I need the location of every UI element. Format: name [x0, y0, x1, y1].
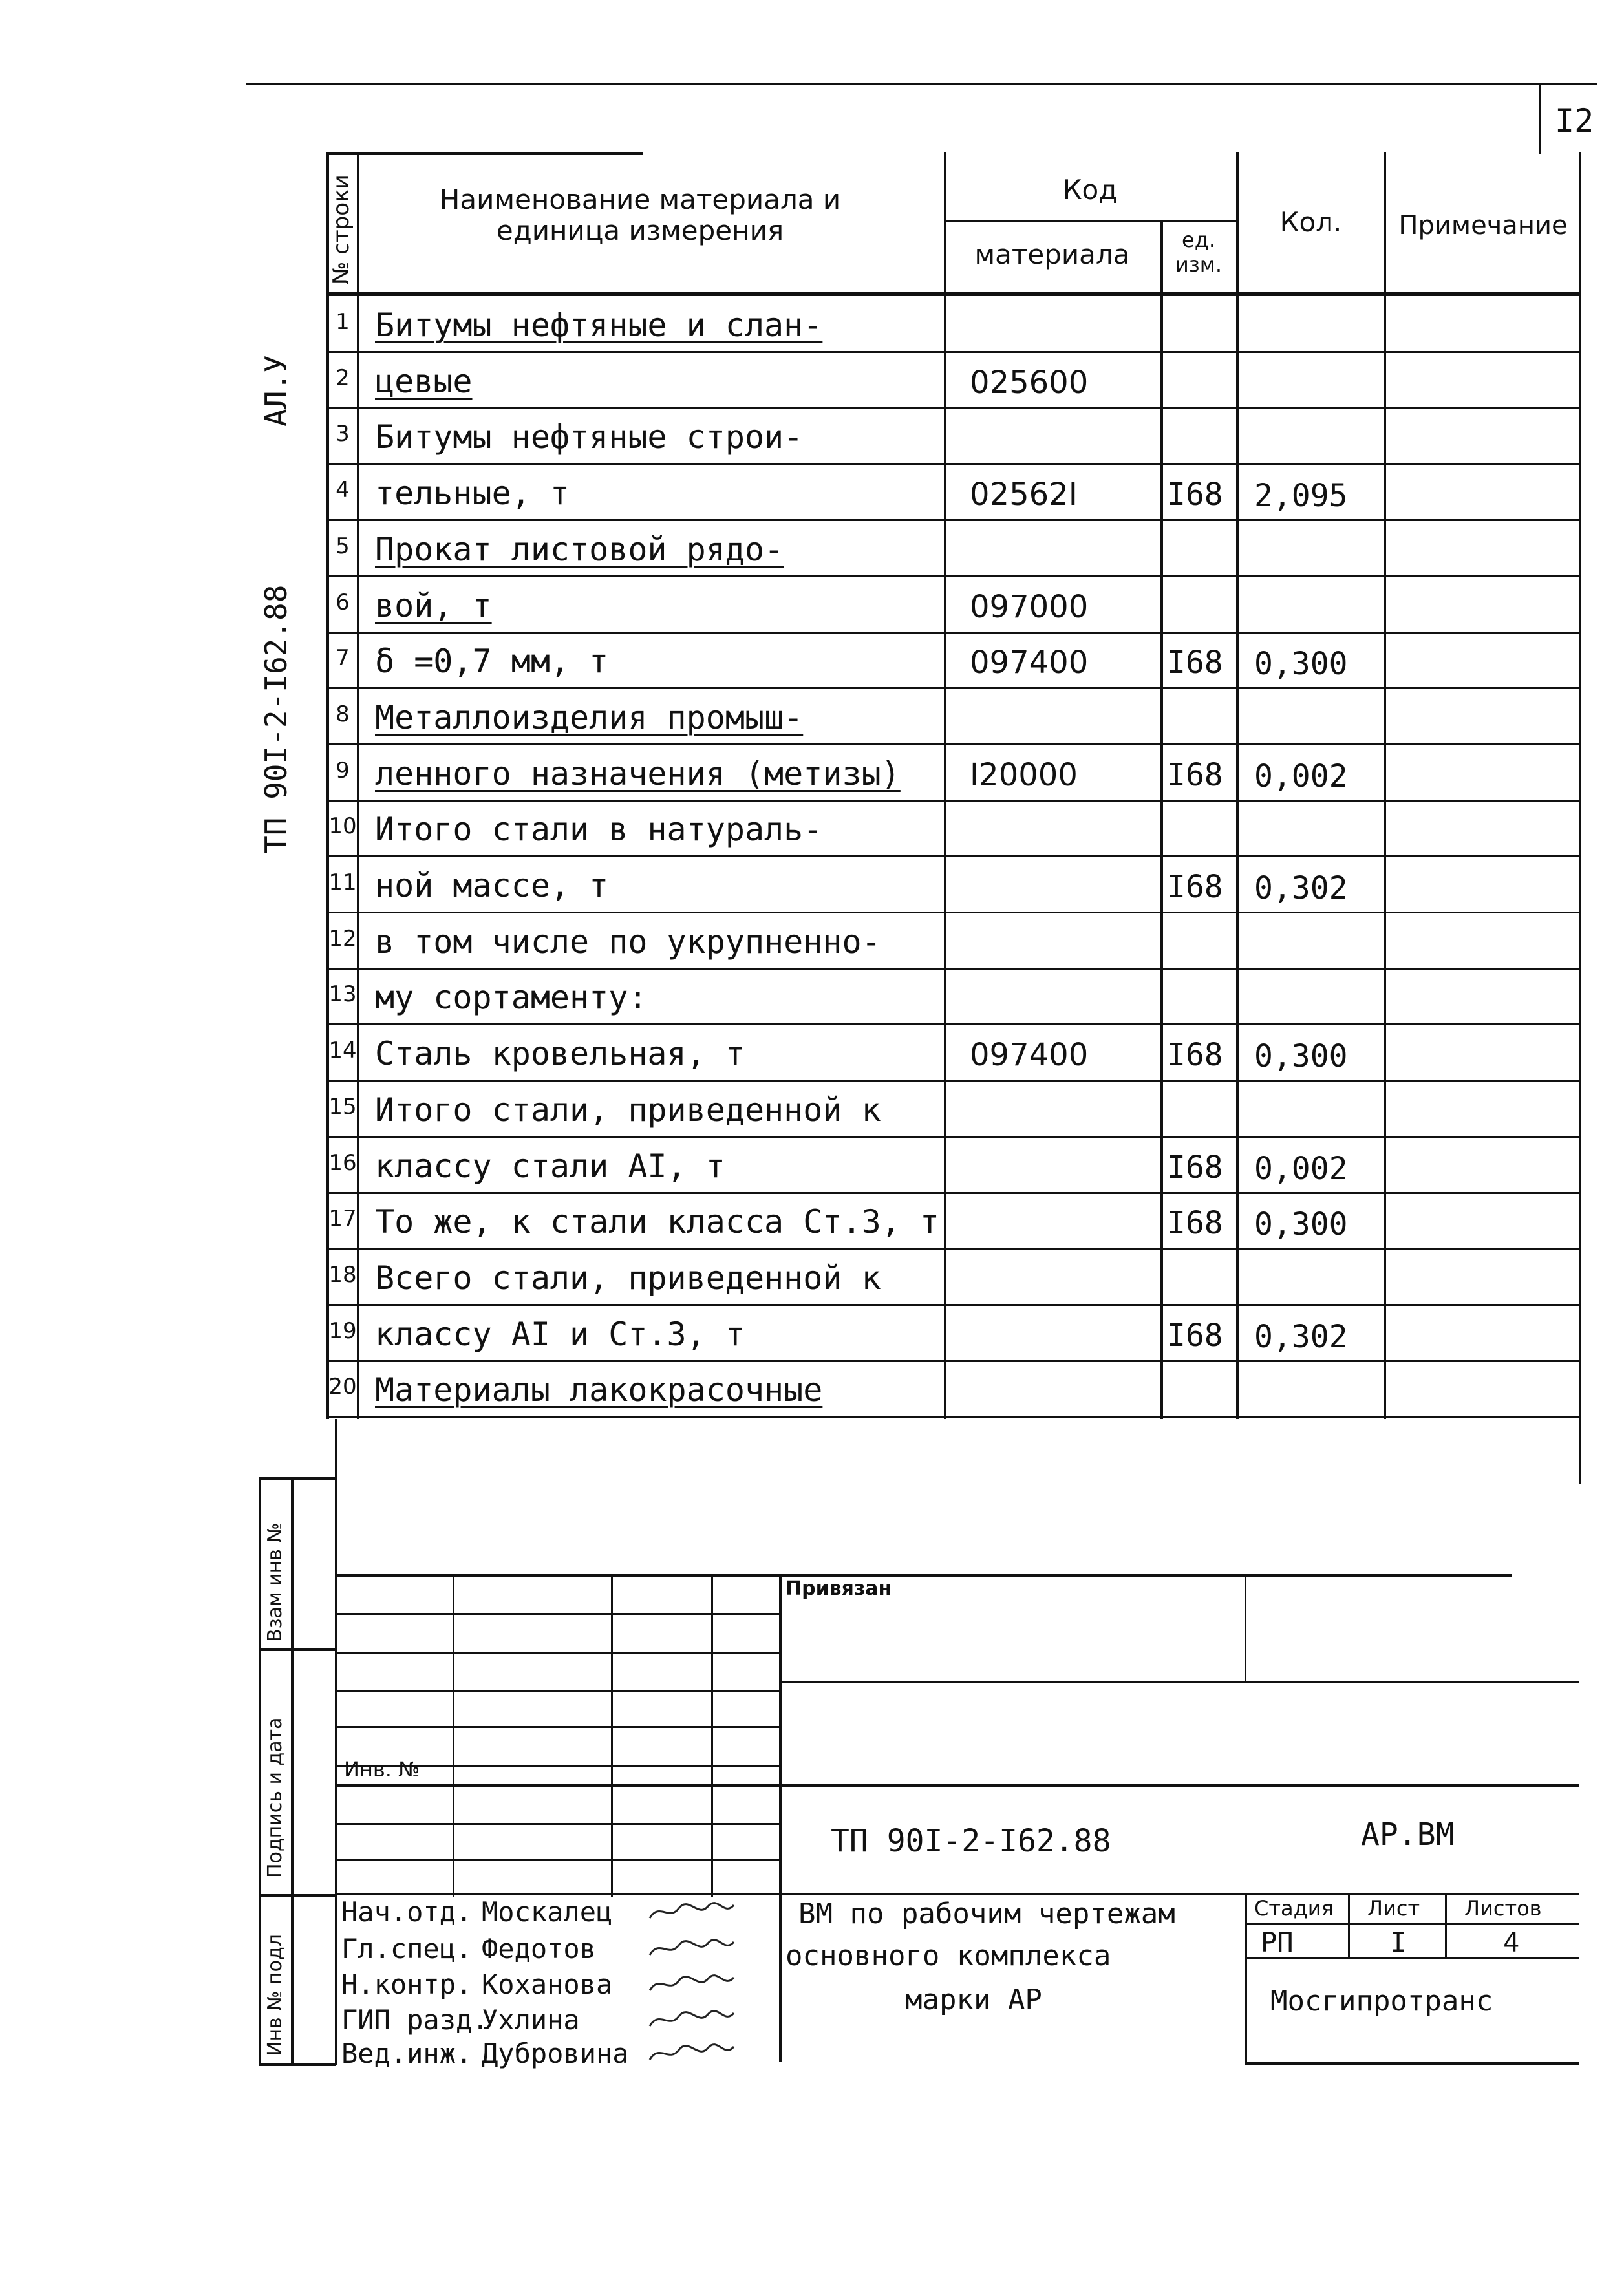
signer-name: Ухлина	[482, 2004, 580, 2036]
code-header: Код	[1062, 174, 1118, 206]
row-material-code: I20000	[970, 757, 1078, 793]
tb-line	[335, 1893, 1579, 1895]
code-header-split	[944, 220, 1238, 222]
tb-line	[779, 1574, 782, 2062]
signer-name: Москалец	[482, 1896, 613, 1928]
row-name: в том числе по укрупненно-	[375, 923, 881, 961]
tb-line	[1245, 2062, 1579, 2065]
sheets-value: 4	[1503, 1926, 1520, 1958]
description-line-1: ВМ по рабочим чертежам	[798, 1897, 1175, 1930]
sheets-label: Листов	[1464, 1896, 1542, 1921]
table-header-top	[326, 152, 643, 155]
tb-line	[335, 1652, 781, 1654]
row-name: классу AI и Ст.3, т	[375, 1316, 745, 1353]
signer-role: Н.контр.	[341, 1968, 473, 2000]
row-unit-code: I68	[1167, 1149, 1223, 1186]
stamp-vzam-label: Взам инв №	[264, 1522, 286, 1642]
row-quantity: 0,002	[1254, 758, 1348, 794]
row-name: ной массе, т	[375, 867, 609, 904]
row-number: 9	[336, 758, 350, 784]
row-unit-code: I68	[1167, 645, 1223, 681]
row-number: 3	[336, 421, 350, 447]
tb-line	[335, 1726, 781, 1728]
row-unit-code: I68	[1167, 869, 1223, 905]
stamp-line	[259, 1894, 336, 1897]
row-quantity: 0,302	[1254, 870, 1348, 906]
note-header: Примечание	[1398, 211, 1568, 240]
signer-role: ГИП разд.	[341, 2004, 489, 2036]
row-name: Прокат листовой рядо-	[375, 531, 784, 568]
signer-name: Коханова	[482, 1968, 613, 2000]
row-number: 8	[336, 701, 350, 727]
row-name: Всего стали, приведенной к	[375, 1259, 881, 1297]
row-number: 1	[336, 309, 350, 335]
handwritten-signature-icon	[646, 1934, 737, 1963]
row-number: 20	[328, 1374, 357, 1400]
signer-role: Нач.отд.	[341, 1896, 473, 1928]
row-unit-code: I68	[1167, 757, 1223, 793]
row-number-header: № строки	[328, 175, 354, 284]
handwritten-signature-icon	[646, 1970, 737, 1998]
stamp-line	[259, 1477, 336, 1480]
code-unit-header: ед. изм.	[1175, 228, 1223, 277]
stamp-line	[259, 1648, 336, 1651]
table-col-line	[1160, 220, 1163, 1419]
privyazan-label: Привязан	[785, 1577, 892, 1600]
row-number: 7	[336, 645, 350, 671]
stage-value: РП	[1261, 1926, 1294, 1958]
row-number: 11	[328, 869, 357, 895]
description-line-3: марки АР	[905, 1983, 1042, 2016]
row-name: Сталь кровельная, т	[375, 1035, 745, 1072]
qty-header: Кол.	[1279, 206, 1342, 238]
tb-line	[335, 1574, 1512, 1577]
row-number: 13	[328, 981, 357, 1007]
tb-line	[1245, 1574, 1246, 1681]
row-unit-code: I68	[1167, 1205, 1223, 1241]
row-number: 2	[336, 365, 350, 391]
doc-code: ТП 90I-2-I62.88	[831, 1823, 1111, 1859]
row-number: 5	[336, 533, 350, 559]
handwritten-signature-icon	[646, 2005, 737, 2034]
row-number: 10	[328, 813, 357, 839]
stamp-left-border	[259, 1477, 261, 2065]
sheet-value: I	[1390, 1926, 1407, 1958]
stamp-podpis-label: Подпись и дата	[264, 1717, 286, 1878]
tb-line	[1245, 1957, 1579, 1959]
tb-line	[335, 1419, 337, 2065]
tb-line	[335, 1613, 781, 1615]
row-material-code: 097400	[970, 645, 1089, 681]
row-unit-code: I68	[1167, 1037, 1223, 1073]
row-number: 16	[328, 1150, 357, 1176]
row-name: Итого стали, приведенной к	[375, 1091, 881, 1129]
table-col-line	[1236, 152, 1239, 1419]
tb-line	[1348, 1893, 1350, 1957]
row-material-code: 097000	[970, 589, 1089, 625]
row-number: 17	[328, 1206, 357, 1232]
table-header-bottom	[326, 292, 1581, 296]
handwritten-signature-icon	[646, 2039, 737, 2067]
row-name: Итого стали в натураль-	[375, 811, 823, 848]
row-unit-code: I68	[1167, 476, 1223, 513]
signer-name: Федотов	[482, 1933, 597, 1965]
row-name: Металлоизделия промыш-	[375, 699, 804, 736]
row-name: Битумы нефтяные и слан-	[375, 306, 823, 344]
row-quantity: 0,002	[1254, 1151, 1348, 1187]
row-number: 19	[328, 1318, 357, 1344]
signer-role: Вед.инж.	[341, 2038, 473, 2069]
row-quantity: 2,095	[1254, 478, 1348, 514]
row-quantity: 0,300	[1254, 1038, 1348, 1074]
tb-line	[1245, 1893, 1247, 2064]
tb-line	[453, 1574, 454, 1897]
stage-label: Стадия	[1254, 1896, 1334, 1921]
row-number: 6	[336, 590, 350, 615]
row-number: 14	[328, 1038, 357, 1063]
top-frame-line	[246, 83, 1597, 85]
row-name: цевые	[375, 363, 473, 400]
page-number: I2	[1555, 102, 1594, 140]
row-name: классу стали AI, т	[375, 1147, 725, 1185]
signer-name: Дубровина	[482, 2038, 629, 2069]
row-number: 4	[336, 477, 350, 503]
row-quantity: 0,300	[1254, 1206, 1348, 1242]
side-label-top: АЛ.У	[259, 355, 294, 427]
row-name: Материалы лакокрасочные	[375, 1371, 823, 1409]
organization: Мосгипротранс	[1270, 1985, 1493, 2018]
drawing-mark: АР.ВМ	[1361, 1817, 1455, 1853]
name-header: Наименование материала и единица измерения	[439, 184, 841, 246]
tb-line	[1445, 1893, 1447, 1957]
tb-line	[335, 1690, 781, 1692]
stamp-inv-podl-label: Инв № подл	[264, 1934, 286, 2056]
tb-line	[335, 1859, 781, 1861]
row-name: тельные, т	[375, 475, 570, 512]
tb-line	[611, 1574, 613, 1897]
inv-no-label: Инв. №	[344, 1757, 420, 1782]
sheet-label: Лист	[1367, 1896, 1420, 1921]
tb-line	[1245, 1923, 1579, 1925]
row-name: Битумы нефтяные строи-	[375, 418, 804, 456]
row-name: вой, т	[375, 587, 492, 624]
table-col-line	[1384, 152, 1386, 1419]
row-name: То же, к стали класса Ст.3, т	[375, 1203, 939, 1241]
stamp-line	[259, 2063, 336, 2066]
table-col-line	[357, 152, 359, 1419]
row-number: 12	[328, 926, 357, 952]
row-name: δ =0,7 мм, т	[375, 643, 609, 680]
row-number: 18	[328, 1262, 357, 1288]
table-col-line	[944, 152, 946, 1419]
row-quantity: 0,300	[1254, 646, 1348, 682]
page-number-box-left	[1539, 83, 1541, 154]
tb-line	[335, 1823, 781, 1825]
row-number: 15	[328, 1094, 357, 1120]
row-quantity: 0,302	[1254, 1319, 1348, 1355]
handwritten-signature-icon	[646, 1897, 737, 1926]
side-label-doc-code: ТП 90I-2-I62.88	[259, 584, 294, 853]
tb-line	[781, 1681, 1579, 1683]
row-unit-code: I68	[1167, 1317, 1223, 1354]
row-material-code: 025600	[970, 365, 1089, 401]
row-name: ленного назначения (метизы)	[375, 755, 901, 793]
tb-line	[335, 1784, 1579, 1787]
signer-role: Гл.спец.	[341, 1933, 473, 1965]
stamp-right-border	[291, 1477, 294, 2065]
description-line-2: основного комплекса	[785, 1939, 1111, 1972]
tb-line	[711, 1574, 713, 1897]
row-name: му сортаменту:	[375, 979, 648, 1016]
row-material-code: 097400	[970, 1037, 1089, 1073]
code-material-header: материала	[974, 239, 1130, 270]
row-material-code: 02562I	[970, 476, 1078, 513]
